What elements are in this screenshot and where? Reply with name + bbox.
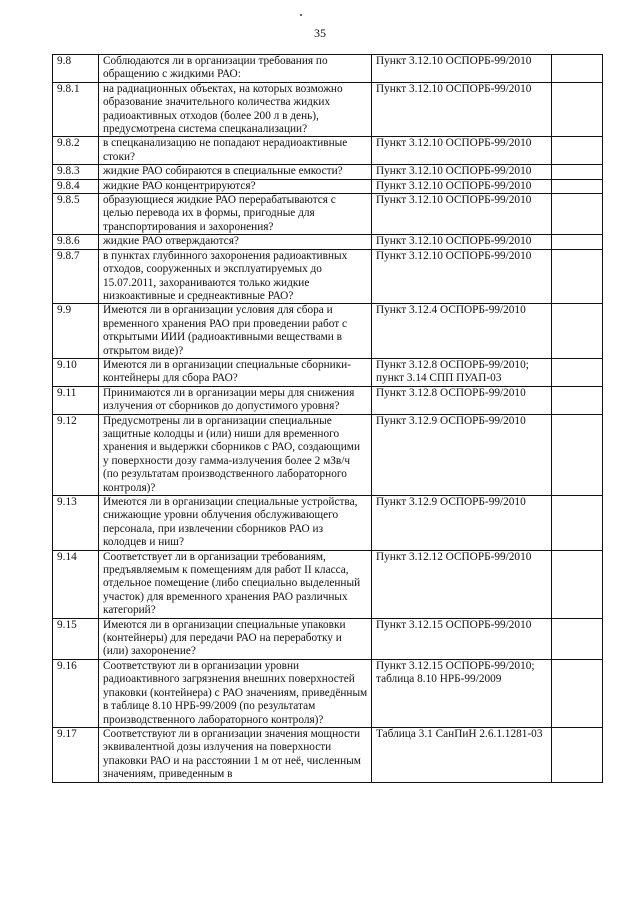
question-text: Предусмотрены ли в организации специальные защитные колодцы и (или) ниши для временного хранения и выдержки сборников с РАО, создающими у поверхности дозу гамма-излучения более 2 мЗв/ч (по результатам производственного лабораторного контроля)? [99, 414, 372, 495]
table-row [53, 165, 603, 179]
item-number: 9.13 [53, 496, 99, 551]
item-number: 9.12 [53, 414, 99, 495]
question-text: образующиеся жидкие РАО перерабатываются с целью перевода их в формы, пригодные для транспортирования и захоронения? [99, 194, 372, 235]
item-number: 9.8.7 [53, 249, 99, 304]
item-number: 9.8.2 [53, 137, 99, 165]
answer-cell [552, 727, 603, 782]
table-row [53, 55, 603, 83]
question-text: на радиационных объектах, на которых возможно образование значительного количества жидких радиоактивных отходов (более 200 л в день), предусмотрена система спецканализации? [99, 82, 372, 137]
table-row [53, 358, 603, 386]
question-text: Соблюдаются ли в организации требования по обращению с жидкими РАО: [99, 55, 372, 83]
table-row [53, 194, 603, 235]
question-text: Соответствует ли в организации требованиям, предъявляемым к помещениям для работ II класса, отдельное помещение (либо специально выделенный участок) для временного хранения РАО различных категорий? [99, 550, 372, 618]
item-number: 9.10 [53, 358, 99, 386]
table-row [53, 386, 603, 414]
reference-text: Таблица 3.1 СанПиН 2.6.1.1281-03 [372, 727, 552, 782]
reference-text: Пункт 3.12.10 ОСПОРБ-99/2010 [372, 235, 552, 249]
item-number: 9.15 [53, 618, 99, 659]
reference-text: Пункт 3.12.10 ОСПОРБ-99/2010 [372, 179, 552, 193]
item-number: 9.16 [53, 659, 99, 727]
item-number: 9.11 [53, 386, 99, 414]
checklist-rows [53, 55, 603, 783]
answer-cell [552, 55, 603, 83]
question-text: Принимаются ли в организации меры для снижения излучения от сборников до допустимого уровня? [99, 386, 372, 414]
answer-cell [552, 618, 603, 659]
question-text: Соответствуют ли в организации значения мощности эквивалентной дозы излучения на поверхности упаковки РАО и на расстоянии 1 м от неё, численным значениям, приведенным в [99, 727, 372, 782]
answer-cell [552, 165, 603, 179]
reference-text: Пункт 3.12.4 ОСПОРБ-99/2010 [372, 304, 552, 359]
item-number: 9.14 [53, 550, 99, 618]
table-row [53, 414, 603, 495]
answer-cell [552, 179, 603, 193]
reference-text: Пункт 3.12.12 ОСПОРБ-99/2010 [372, 550, 552, 618]
reference-text: Пункт 3.12.10 ОСПОРБ-99/2010 [372, 165, 552, 179]
question-text: Имеются ли в организации специальные сборники-контейнеры для сбора РАО? [99, 358, 372, 386]
question-text: жидкие РАО собираются в специальные емкости? [99, 165, 372, 179]
answer-cell [552, 550, 603, 618]
table-row [53, 550, 603, 618]
table-row [53, 137, 603, 165]
table-row [53, 618, 603, 659]
item-number: 9.9 [53, 304, 99, 359]
reference-text: Пункт 3.12.10 ОСПОРБ-99/2010 [372, 194, 552, 235]
answer-cell [552, 414, 603, 495]
reference-text: Пункт 3.12.10 ОСПОРБ-99/2010 [372, 249, 552, 304]
answer-cell [552, 137, 603, 165]
question-text: в спецканализацию не попадают нерадиоактивные стоки? [99, 137, 372, 165]
answer-cell [552, 496, 603, 551]
item-number: 9.8 [53, 55, 99, 83]
table-row [53, 235, 603, 249]
reference-text: Пункт 3.12.15 ОСПОРБ-99/2010 [372, 618, 552, 659]
page-number: 35 [314, 26, 326, 40]
answer-cell [552, 358, 603, 386]
question-text: жидкие РАО концентрируются? [99, 179, 372, 193]
item-number: 9.8.5 [53, 194, 99, 235]
question-text: Имеются ли в организации условия для сбора и временного хранения РАО при проведении работ с открытыми ИИИ (радиоактивными веществами в открытом виде)? [99, 304, 372, 359]
question-text: в пунктах глубинного захоронения радиоактивных отходов, сооруженных и эксплуатируемых до 15.07.2011, захораниваются только жидкие низкоактивные и среднеактивные РАО? [99, 249, 372, 304]
table-row [53, 249, 603, 304]
answer-cell [552, 304, 603, 359]
reference-text: Пункт 3.12.9 ОСПОРБ-99/2010 [372, 496, 552, 551]
reference-text: Пункт 3.12.10 ОСПОРБ-99/2010 [372, 137, 552, 165]
reference-text: Пункт 3.12.8 ОСПОРБ-99/2010 [372, 386, 552, 414]
item-number: 9.8.3 [53, 165, 99, 179]
table-row [53, 179, 603, 193]
answer-cell [552, 82, 603, 137]
reference-text: Пункт 3.12.15 ОСПОРБ-99/2010; таблица 8.10 НРБ-99/2009 [372, 659, 552, 727]
reference-text: Пункт 3.12.10 ОСПОРБ-99/2010 [372, 82, 552, 137]
answer-cell [552, 194, 603, 235]
question-text: Соответствуют ли в организации уровни радиоактивного загрязнения внешних поверхностей упаковки (контейнера) с РАО значениям, приведённым в таблице 8.10 НРБ-99/2009 (по результатам производственного лабораторного контроля)? [99, 659, 372, 727]
item-number: 9.17 [53, 727, 99, 782]
question-text: Имеются ли в организации специальные упаковки (контейнеры) для передачи РАО на переработку и (или) захоронение? [99, 618, 372, 659]
scan-speck [300, 14, 302, 16]
reference-text: Пункт 3.12.9 ОСПОРБ-99/2010 [372, 414, 552, 495]
item-number: 9.8.1 [53, 82, 99, 137]
table-row [53, 496, 603, 551]
question-text: Имеются ли в организации специальные устройства, снижающие уровни облучения обслуживающего персонала, при извлечении сборников РАО из колодцев и ниш? [99, 496, 372, 551]
answer-cell [552, 659, 603, 727]
table-row [53, 304, 603, 359]
item-number: 9.8.4 [53, 179, 99, 193]
table-row [53, 82, 603, 137]
reference-text: Пункт 3.12.8 ОСПОРБ-99/2010; пункт 3.14 СПП ПУАП-03 [372, 358, 552, 386]
question-text: жидкие РАО отверждаются? [99, 235, 372, 249]
table-row [53, 727, 603, 782]
answer-cell [552, 235, 603, 249]
item-number: 9.8.6 [53, 235, 99, 249]
answer-cell [552, 249, 603, 304]
checklist-table [52, 54, 603, 783]
answer-cell [552, 386, 603, 414]
table-row [53, 659, 603, 727]
reference-text: Пункт 3.12.10 ОСПОРБ-99/2010 [372, 55, 552, 83]
